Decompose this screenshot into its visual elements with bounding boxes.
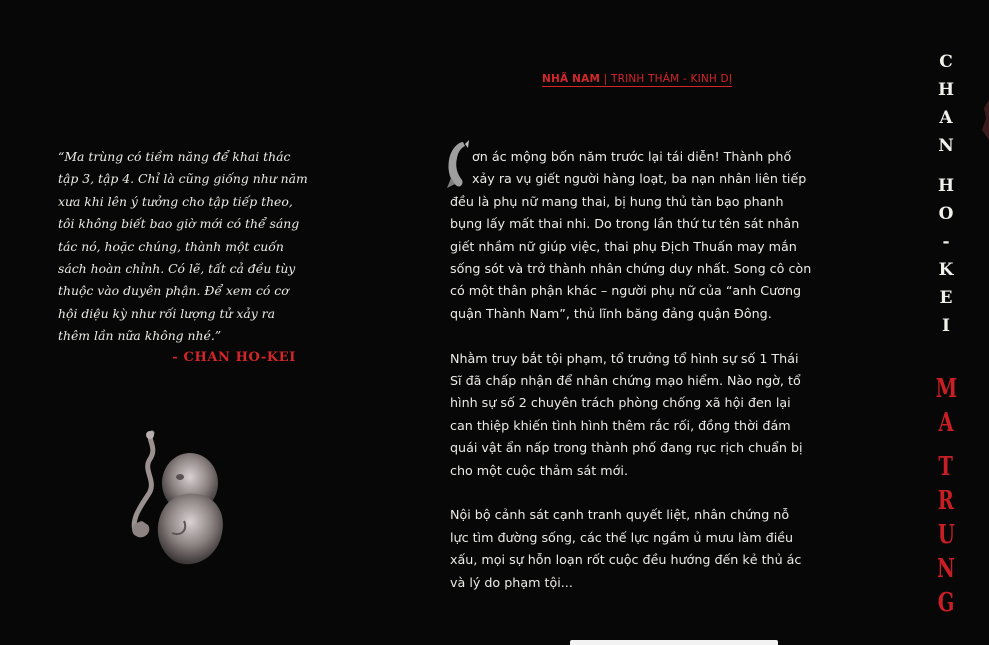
bottom-bar — [570, 640, 778, 645]
spine-title-letter: N — [937, 554, 955, 584]
quote-line: thuộc vào duyên phận. Để xem có cơ — [58, 283, 289, 299]
spine-book-title — [932, 372, 960, 620]
spine-letter: H — [937, 80, 955, 100]
spine-letter: N — [938, 136, 954, 156]
spine-title-letter: U — [937, 520, 955, 550]
blurb-line: lực tìm đường sống, các thế lực ngầm ủ mưu làm điều — [450, 529, 794, 545]
spine-letter: - — [942, 232, 950, 252]
blurb-line: cho một cuộc thảm sát mới. — [450, 462, 628, 478]
blurb-line: Sĩ đã chấp nhận để nhân chứng mạo hiểm. Nào ngờ, tổ — [450, 373, 801, 389]
blurb-line: can thiệp khiến tình hình thêm rắc rối, đồng thời đám — [450, 417, 791, 433]
blurb-line: có một thân phận khác – người phụ nữ của “anh Cương — [450, 283, 802, 299]
publisher-brand: NHÃ NAM — [542, 73, 601, 85]
spine-letter: K — [938, 260, 954, 280]
blurb-line: bụng lấy mất thai nhi. Do trong lần thứ tư tên sát nhân — [450, 216, 800, 232]
book-blurb — [450, 146, 812, 616]
spine-letter: H — [937, 176, 955, 196]
spine-title-letter: G — [937, 588, 955, 618]
blurb-line: sống sót và trở thành nhân chứng duy nhất. Song cô còn — [450, 261, 812, 277]
blurb-line: quái vật ẩn nấp trong thành phố đang rục rịch chuẩn bị — [450, 440, 803, 456]
quote-line: thêm lần nữa không nhé.” — [58, 328, 222, 344]
spine-letter: O — [938, 204, 954, 224]
blurb-line: xảy ra vụ giết người hàng loạt, ba nạn nhân liên tiếp — [472, 171, 807, 187]
spine-title-letter: M — [935, 374, 957, 404]
blurb-paragraph — [450, 348, 812, 482]
publisher-genre: TRINH THÁM - KINH DỊ — [610, 73, 733, 85]
blurb-line: quận Thành Nam”, thủ lĩnh băng đảng quận Đông. — [450, 305, 772, 321]
publisher-line — [542, 73, 732, 87]
blurb-paragraph — [450, 146, 812, 325]
spine-letter: A — [939, 108, 953, 128]
blurb-line: hình sự số 2 chuyên trách phòng chống xã hội đen lại — [450, 395, 791, 411]
quote-author: - CHAN HO-KEI — [172, 350, 296, 365]
quote-line: tập 3, tập 4. Chỉ là cũng giống như năm — [58, 171, 308, 187]
blurb-line: đều là phụ nữ mang thai, bị hung thủ tàn bạo phanh — [450, 193, 784, 209]
quote-line: “Ma trùng có tiềm năng để khai thác — [58, 149, 291, 164]
blurb-line: và lý do phạm tội... — [450, 574, 573, 590]
blurb-line: Nội bộ cảnh sát cạnh tranh quyết liệt, nhân chứng nỗ — [450, 507, 790, 523]
spine-letter: I — [942, 316, 950, 336]
quote-line: tôi không biết bao giờ mới có thể sáng — [58, 216, 300, 232]
blurb-line: xấu, mọi sự hỗn loạn rốt cuộc đều hướng đến kẻ thủ ác — [450, 552, 802, 568]
spine-title-letter: T — [938, 452, 954, 482]
spine-letter: C — [939, 52, 953, 72]
blurb-line: ơn ác mộng bốn năm trước lại tái diễn! Thành phố — [472, 149, 792, 164]
quote-line: hội diệu kỳ như rối lượng tử xảy ra — [58, 305, 275, 321]
quote-line: xưa khi lên ý tưởng cho tập tiếp theo, — [58, 193, 293, 209]
spine-title-letter: A — [938, 408, 954, 438]
blurb-line: Nhằm truy bắt tội phạm, tổ trưởng tổ hình sự số 1 Thái — [450, 350, 799, 366]
quote-line: tác nó, hoặc chúng, thành một cuốn — [58, 238, 284, 254]
quote-line: sách hoàn chỉnh. Có lẽ, tất cả đều tùy — [58, 261, 296, 277]
blurb-line: giết nhầm nữ giúp việc, thai phụ Địch Thuấn may mắn — [450, 238, 797, 254]
spine-title-letter: R — [937, 486, 955, 516]
author-quote — [58, 146, 308, 348]
spine-author-name — [930, 48, 962, 340]
front-cover-edge-icon — [980, 100, 989, 140]
blurb-paragraph — [450, 504, 812, 594]
embryo-icon — [118, 425, 236, 570]
spine-letter: E — [939, 288, 953, 308]
publisher-separator: | — [603, 73, 608, 85]
